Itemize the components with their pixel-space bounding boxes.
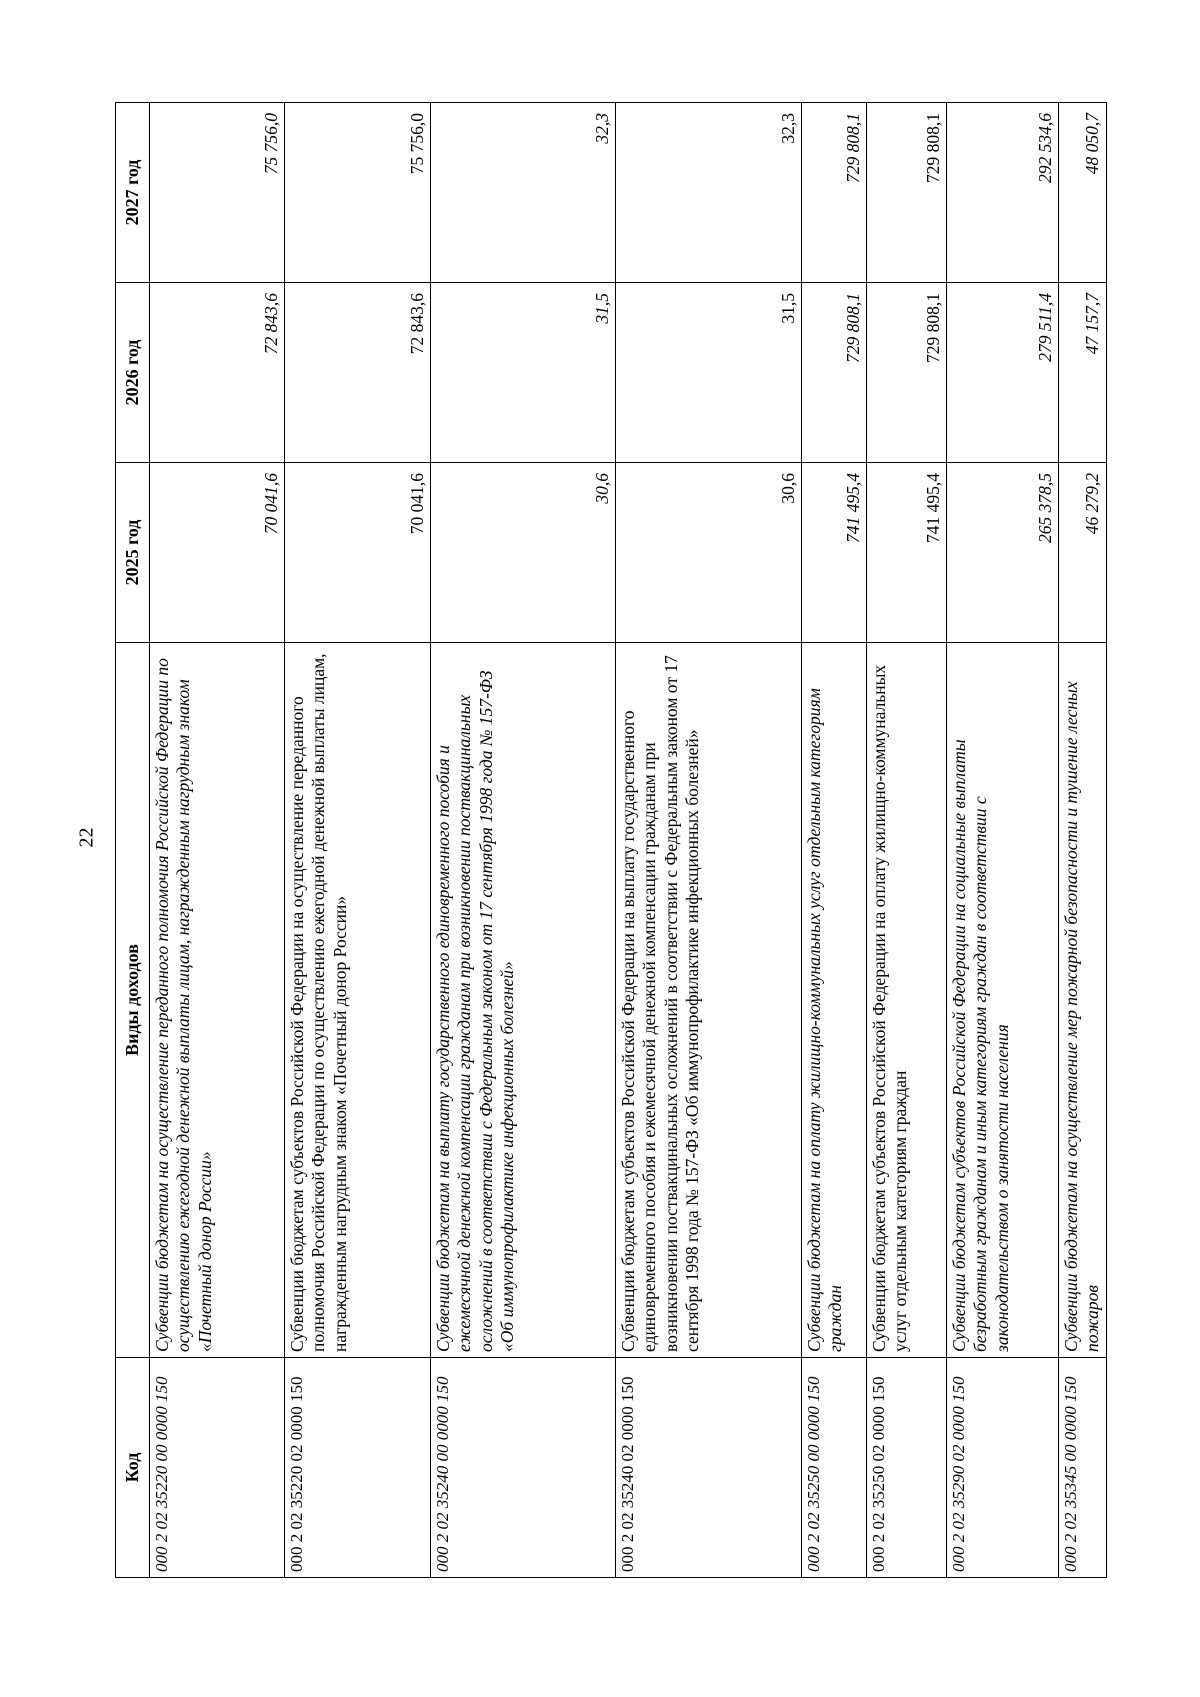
table-row	[150, 103, 285, 1578]
value-2025-cell: 265 378,5	[947, 463, 1059, 643]
value-2026-cell: 729 808,1	[867, 283, 947, 463]
code-cell: 000 2 02 35345 00 0000 150	[1059, 1358, 1107, 1578]
code-cell: 000 2 02 35290 02 0000 150	[947, 1358, 1059, 1578]
table-row	[1059, 103, 1107, 1578]
value-2025-cell: 30,6	[616, 463, 802, 643]
code-cell: 000 2 02 35220 00 0000 150	[150, 1358, 285, 1578]
value-2026-cell: 31,5	[431, 283, 616, 463]
income-type-cell: Субвенции бюджетам на выплату государственного единовременного пособия и ежемесячной денежной компенсации гражданам при возникновении поствакцинальных осложнений в соответствии с Федеральным законом от 17 сентября 1998 года № 157-ФЗ «Об иммунопрофилактике инфекционных болезней»	[431, 643, 616, 1358]
value-2027-cell: 32,3	[431, 103, 616, 283]
value-2026-cell: 72 843,6	[285, 283, 431, 463]
income-type-cell: Субвенции бюджетам на оплату жилищно-коммунальных услуг отдельным категориям граждан	[802, 643, 867, 1358]
value-2027-cell: 32,3	[616, 103, 802, 283]
value-2025-cell: 70 041,6	[150, 463, 285, 643]
header-code: Код	[116, 1358, 150, 1578]
value-2025-cell: 741 495,4	[867, 463, 947, 643]
table-row	[947, 103, 1059, 1578]
table-row	[802, 103, 867, 1578]
code-cell: 000 2 02 35250 02 0000 150	[867, 1358, 947, 1578]
value-2027-cell: 729 808,1	[802, 103, 867, 283]
table-row	[431, 103, 616, 1578]
value-2025-cell: 70 041,6	[285, 463, 431, 643]
header-2025: 2025 год	[116, 463, 150, 643]
value-2027-cell: 729 808,1	[867, 103, 947, 283]
header-2027: 2027 год	[116, 103, 150, 283]
rotated-table-container	[115, 103, 1103, 1578]
table-row	[616, 103, 802, 1578]
table-body	[150, 103, 1107, 1578]
income-type-cell: Субвенции бюджетам субъектов Российской Федерации на выплату государственного единовременного пособия и ежемесячной денежной компенсации гражданам при возникновении поствакцинальных осложнений в соответствии с Федеральным законом от 17 сентября 1998 года № 157-ФЗ «Об иммунопрофилактике инфекционных болезней»	[616, 643, 802, 1358]
value-2026-cell: 47 157,7	[1059, 283, 1107, 463]
value-2027-cell: 48 050,7	[1059, 103, 1107, 283]
income-type-cell: Субвенции бюджетам субъектов Российской Федерации на социальные выплаты безработным гражданам и иным категориям граждан в соответствии с законодательством о занятости населения	[947, 643, 1059, 1358]
table-row	[285, 103, 431, 1578]
header-2026: 2026 год	[116, 283, 150, 463]
code-cell: 000 2 02 35220 02 0000 150	[285, 1358, 431, 1578]
value-2025-cell: 46 279,2	[1059, 463, 1107, 643]
value-2026-cell: 72 843,6	[150, 283, 285, 463]
value-2026-cell: 729 808,1	[802, 283, 867, 463]
value-2026-cell: 31,5	[616, 283, 802, 463]
table-row	[867, 103, 947, 1578]
income-type-cell: Субвенции бюджетам субъектов Российской Федерации на осуществление переданного полномочия Российской Федерации по осуществлению ежегодной денежной выплаты лицам, награжденным нагрудным знаком «Почетный донор России»	[285, 643, 431, 1358]
code-cell: 000 2 02 35250 00 0000 150	[802, 1358, 867, 1578]
value-2027-cell: 75 756,0	[285, 103, 431, 283]
income-type-cell: Субвенции бюджетам на осуществление мер пожарной безопасности и тушение лесных пожаров	[1059, 643, 1107, 1358]
code-cell: 000 2 02 35240 00 0000 150	[431, 1358, 616, 1578]
value-2027-cell: 292 534,6	[947, 103, 1059, 283]
header-income-type: Виды доходов	[116, 643, 150, 1358]
income-type-cell: Субвенции бюджетам на осуществление переданного полномочия Российской Федерации по осуществлению ежегодной денежной выплаты лицам, награжденным нагрудным знаком «Почетный донор России»	[150, 643, 285, 1358]
table-header-row	[116, 103, 150, 1578]
income-type-cell: Субвенции бюджетам субъектов Российской Федерации на оплату жилищно-коммунальных услуг отдельным категориям граждан	[867, 643, 947, 1358]
code-cell: 000 2 02 35240 02 0000 150	[616, 1358, 802, 1578]
value-2025-cell: 741 495,4	[802, 463, 867, 643]
value-2025-cell: 30,6	[431, 463, 616, 643]
value-2027-cell: 75 756,0	[150, 103, 285, 283]
value-2026-cell: 279 511,4	[947, 283, 1059, 463]
page-number: 22	[75, 827, 98, 848]
income-table	[115, 102, 1107, 1578]
